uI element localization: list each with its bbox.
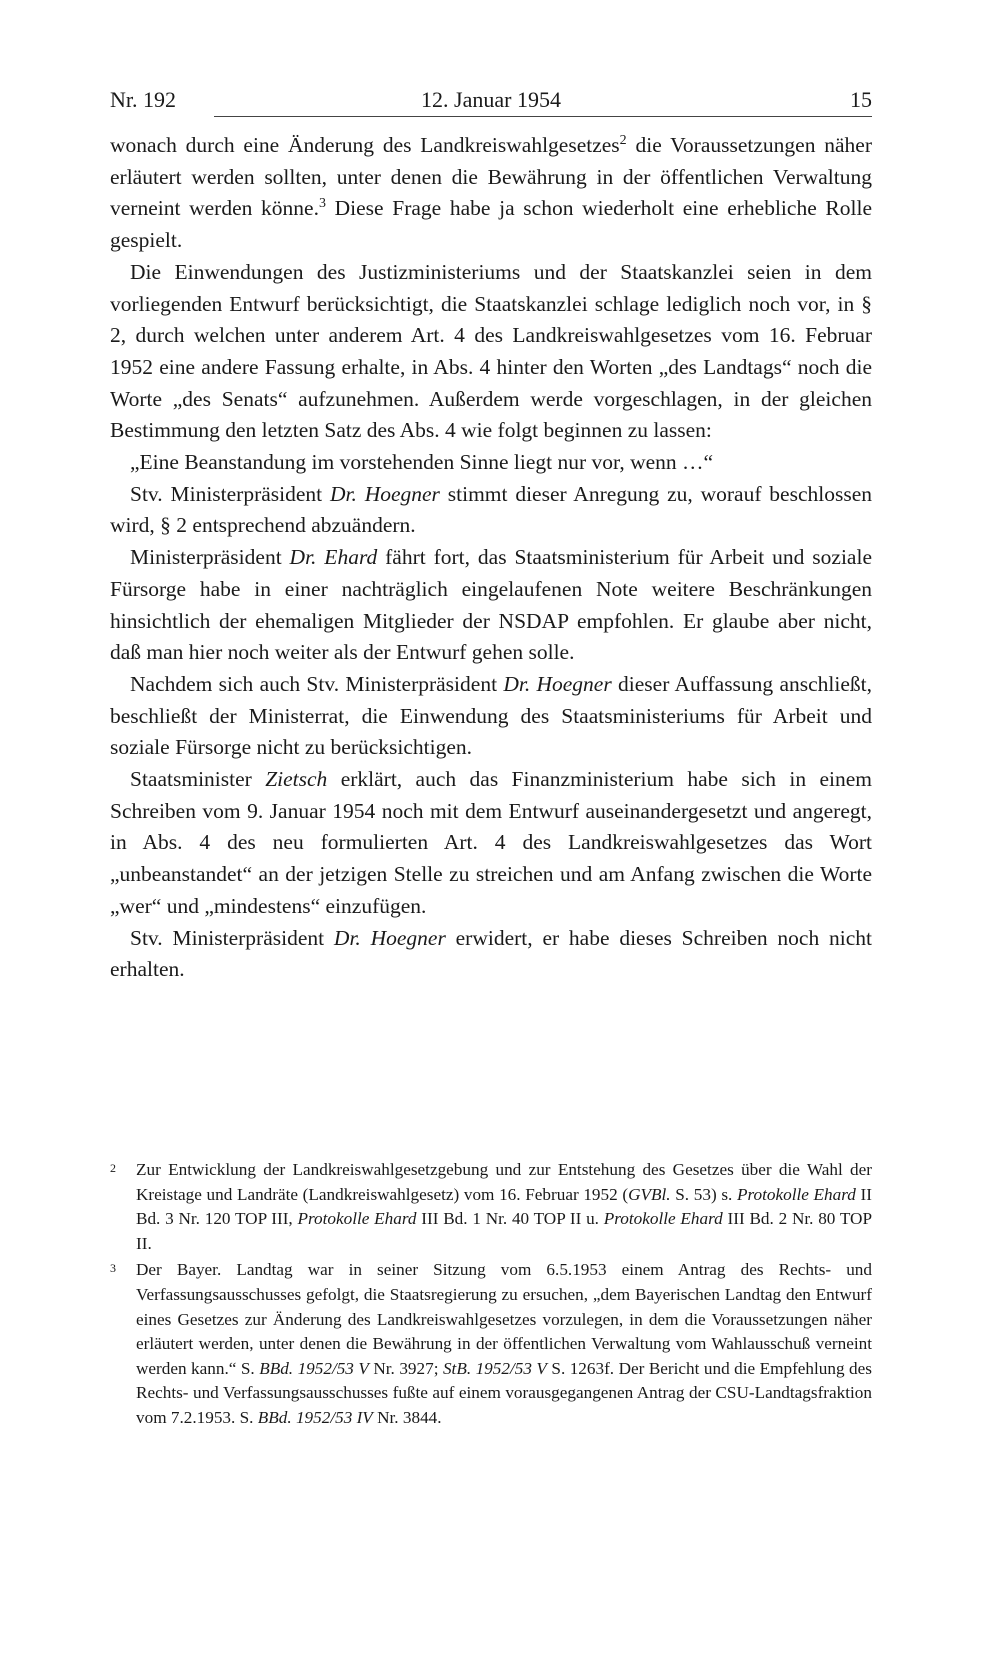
footnote-mark: 3 [110,1261,116,1276]
person-name: Dr. Hoegner [329,481,440,506]
person-name: Dr. Ehard [289,545,378,570]
paragraph-8: Stv. Ministerpräsident Dr. Hoegner erwidert, er habe dieses Schreiben noch nicht erhalten. [110,925,872,982]
person-name: Dr. Hoegner [333,925,446,950]
paragraph-6: Nachdem sich auch Stv. Ministerpräsident Dr. Hoegner dieser Auffassung anschließt, beschließt der Ministerrat, die Einwendung des Staatsministeriums für Arbeit und soziale Fürsorge nicht zu berücksichtigen. [110,671,872,760]
header-date: 12. Januar 1954 [421,87,561,112]
paragraph-7: Staatsminister Zietsch erklärt, auch das Finanzministerium habe sich in einem Schreiben vom 9. Januar 1954 noch mit dem Entwurf auseinandergesetzt und angeregt, in Abs. 4 des neu formulierten Art. 4 des Landkreiswahlgesetzes das Wort „unbeanstandet“ an der jetzigen Stelle zu streichen und am Anfang zwischen die Worte „wer“ und „mindestens“ einzufügen. [110,767,872,918]
person-name: Zietsch [265,767,328,792]
document-number: Nr. 192 [110,87,176,112]
paragraph-3-quote: „Eine Beanstandung im vorstehenden Sinne liegt nur vor, wenn …“ [130,450,714,475]
page [110,82,872,986]
footnotes [110,1158,872,1433]
footnote-2: 2 Zur Entwicklung der Landkreiswahlgesetzgebung und zur Entstehung des Gesetzes über die Wahl der Kreistage und Landräte (Landkreiswahlgesetz) vom 16. Februar 1952 (GVBl. S. 53) s. Protokolle Ehard II Bd. 3 Nr. 120 TOP III, Protokolle Ehard III Bd. 1 Nr. 40 TOP II u. Protokolle Ehard III Bd. 2 Nr. 80 TOP II. [110,1158,872,1256]
running-header [110,82,872,118]
footnote-ref-2[interactable]: 2 [619,133,627,148]
paragraph-4: Stv. Ministerpräsident Dr. Hoegner stimmt dieser Anregung zu, worauf beschlossen wird, § 2 entsprechend abzuändern. [110,481,873,538]
main-text [110,130,872,986]
paragraph-5: Ministerpräsident Dr. Ehard fährt fort, das Staatsministerium für Arbeit und soziale Fürsorge habe in einer nachträglich eingelaufenen Note weitere Beschränkungen hinsichtlich der ehemaligen Mitglieder der NSDAP empfohlen. Er glaube aber nicht, daß man hier noch weiter als der Entwurf gehen solle. [110,545,872,665]
header-rule [214,116,872,117]
person-name: Dr. Hoegner [503,671,612,696]
footnote-mark: 2 [110,1161,116,1175]
page-number: 15 [850,87,872,112]
footnote-ref-3[interactable]: 3 [318,196,326,212]
footnote-3: 3 Der Bayer. Landtag war in seiner Sitzung vom 6.5.1953 einem Antrag des Rechts- und Verfassungsausschusses gefolgt, die Staatsregierung zu ersuchen, „dem Bayerischen Landtag den Entwurf eines Gesetzes zur Änderung des Landkreiswahlgesetzes vorzulegen, in dem die Voraussetzungen näher erläutert werden, unter denen die Bewährung in der öffentlichen Verwaltung vom Wahlausschuß verneint werden kann.“ S. BBd. 1952/53 V Nr. 3927; StB. 1952/53 V S. 1263f. Der Bericht und die Empfehlung des Rechts- und Verfassungsausschusses fußte auf einem vorausgegangenen Antrag der CSU-Landtagsfraktion vom 7.2.1953. S. BBd. 1952/53 IV Nr. 3844. [110,1258,872,1430]
paragraph-2: Die Einwendungen des Justizministeriums und der Staatskanzlei seien in dem vorliegenden Entwurf berücksichtigt, die Staatskanzlei schlage lediglich noch vor, in § 2, durch welchen unter anderem Art. 4 des Landkreiswahlgesetzes vom 16. Februar 1952 eine andere Fassung erhalte, in Abs. 4 hinter den Worten „des Landtags“ noch die Worte „des Senats“ aufzunehmen. Außerdem werde vorgeschlagen, in der gleichen Bestimmung den letzten Satz des Abs. 4 wie folgt beginnen zu lassen: [110,259,872,443]
paragraph-1: wonach durch eine Änderung des Landkreiswahlgesetzes$^2$ die Voraussetzungen näher erläutert werden sollten, unter denen die Bewährung in der öffentlichen Verwaltung verneint werden könne.$^3$ Diese Frage habe ja schon wiederholt eine erhebliche Rolle gespielt. [110,133,872,253]
